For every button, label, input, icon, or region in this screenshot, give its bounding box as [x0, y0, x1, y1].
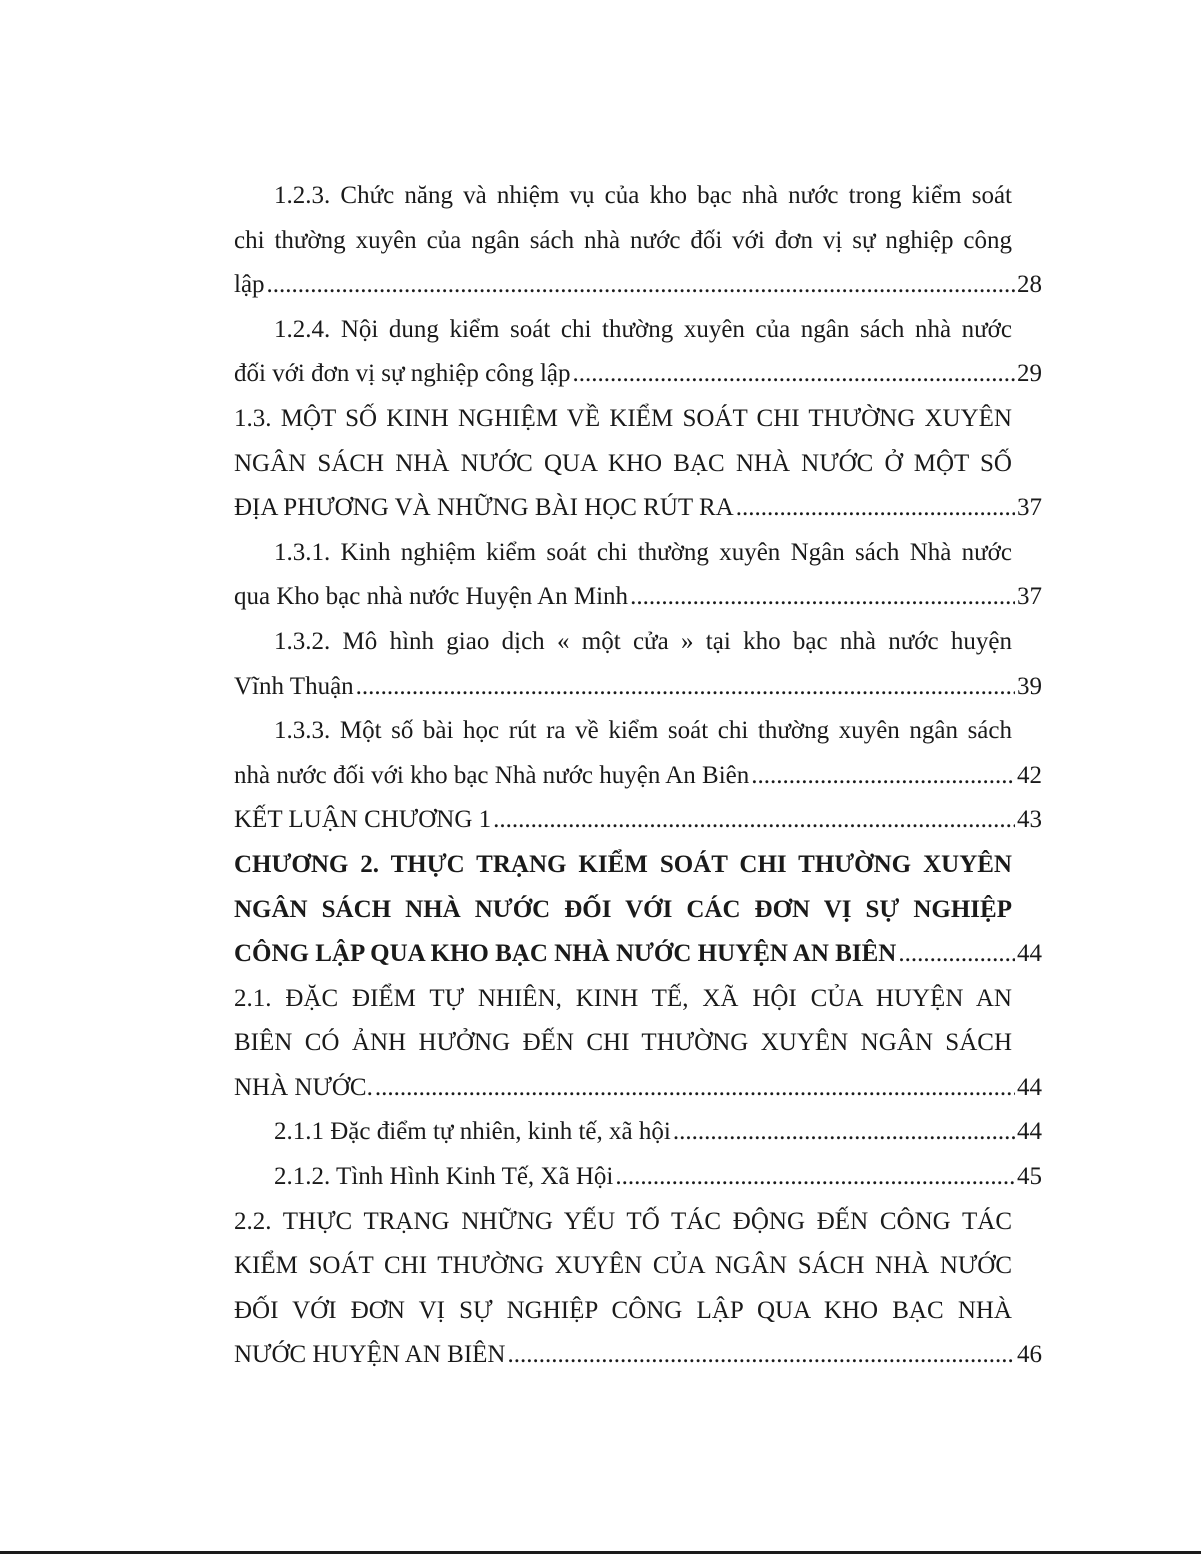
page-number: 44: [1017, 1073, 1042, 1101]
toc-entry-text: 2.1.1 Đặc điểm tự nhiên, kinh tế, xã hội: [274, 1118, 671, 1146]
toc-entry-text: 1.2.3. Chức năng và nhiệm vụ của kho bạc nhà nước trong kiểm soát: [274, 182, 1012, 209]
toc-entry-last-line: [234, 798, 1042, 843]
toc-entry-1-3-1[interactable]: [234, 531, 1042, 620]
toc-entry-text: nhà nước đối với kho bạc Nhà nước huyện An Biên: [234, 761, 750, 789]
dot-leader: [751, 754, 1015, 799]
page-number: 29: [1017, 360, 1042, 388]
toc-entry-text: chi thường xuyên của ngân sách nhà nước đối với đơn vị sự nghiệp công: [234, 226, 1012, 254]
toc-entry-1-2-4[interactable]: [234, 308, 1042, 397]
toc-entry-text: lập: [234, 271, 265, 299]
dot-leader: [898, 932, 1015, 977]
toc-entry-last-line: [234, 1155, 1042, 1200]
dot-leader: [375, 1066, 1015, 1111]
toc-entry-text: NGÂN SÁCH NHÀ NƯỚC QUA KHO BẠC NHÀ NƯỚC Ở MỘT SỐ: [234, 449, 1012, 477]
dot-leader: [493, 798, 1015, 843]
page-number: 46: [1017, 1341, 1042, 1369]
toc-entry-1-3[interactable]: [234, 397, 1042, 531]
page-number: 42: [1017, 761, 1042, 789]
toc-entry-last-line: [234, 932, 1042, 977]
dot-leader: [573, 352, 1016, 397]
toc-entry-text: 1.2.4. Nội dung kiểm soát chi thường xuyên của ngân sách nhà nước: [274, 315, 1012, 343]
toc-entry-last-line: [234, 575, 1042, 620]
dot-leader: [507, 1333, 1015, 1378]
page-number: 43: [1017, 806, 1042, 834]
toc-entry-2-2[interactable]: [234, 1200, 1042, 1378]
toc-entry-text: qua Kho bạc nhà nước Huyện An Minh: [234, 583, 629, 611]
toc-entry-last-line: [234, 1333, 1042, 1378]
toc-entry-text: 1.3. MỘT SỐ KINH NGHIỆM VỀ KIỂM SOÁT CHI THƯỜNG XUYÊN: [234, 404, 1012, 432]
dot-leader: [615, 1155, 1015, 1200]
dot-leader: [630, 575, 1015, 620]
toc-entry-text: CHƯƠNG 2. THỰC TRẠNG KIỂM SOÁT CHI THƯỜNG XUYÊN: [234, 850, 1012, 878]
toc-entry-text: 1.3.2. Mô hình giao dịch « một cửa » tại kho bạc nhà nước huyện: [274, 627, 1012, 655]
dot-leader: [673, 1110, 1015, 1155]
dot-leader: [736, 486, 1015, 531]
dot-leader: [267, 263, 1015, 308]
toc-entry-1-3-2[interactable]: [234, 620, 1042, 709]
page-number: 37: [1017, 494, 1042, 522]
toc-entry-text: 1.3.3. Một số bài học rút ra về kiểm soát chi thường xuyên ngân sách: [274, 717, 1012, 745]
table-of-contents: [234, 174, 1042, 1378]
toc-entry-2-1-1[interactable]: [234, 1110, 1042, 1155]
toc-entry-text: NHÀ NƯỚC.: [234, 1073, 373, 1101]
toc-entry-text: ĐỐI VỚI ĐƠN VỊ SỰ NGHIỆP CÔNG LẬP QUA KHO BẠC NHÀ: [234, 1296, 1012, 1324]
toc-entry-last-line: [234, 665, 1042, 710]
toc-entry-2-1-2[interactable]: [234, 1155, 1042, 1200]
toc-entry-1-3-3[interactable]: [234, 709, 1042, 798]
toc-entry-last-line: [234, 352, 1042, 397]
toc-entry-text: 2.2. THỰC TRẠNG NHỮNG YẾU TỐ TÁC ĐỘNG ĐẾN CÔNG TÁC: [234, 1207, 1012, 1235]
toc-entry-text: đối với đơn vị sự nghiệp công lập: [234, 360, 571, 388]
page-number: 37: [1017, 583, 1042, 611]
toc-entry-2-1[interactable]: [234, 977, 1042, 1111]
toc-entry-conclusion-1[interactable]: [234, 798, 1042, 843]
toc-entry-1-2-3[interactable]: [234, 174, 1042, 308]
toc-entry-chapter-2[interactable]: [234, 843, 1042, 977]
page-number: 39: [1017, 672, 1042, 700]
page-number: 28: [1017, 271, 1042, 299]
toc-entry-text: CÔNG LẬP QUA KHO BẠC NHÀ NƯỚC HUYỆN AN BIÊN: [234, 940, 897, 968]
toc-entry-text: BIÊN CÓ ẢNH HƯỞNG ĐẾN CHI THƯỜNG XUYÊN NGÂN SÁCH: [234, 1029, 1012, 1057]
dot-leader: [356, 665, 1015, 710]
toc-entry-text: Vĩnh Thuận: [234, 672, 354, 700]
toc-entry-text: KẾT LUẬN CHƯƠNG 1: [234, 806, 492, 834]
toc-entry-last-line: [234, 263, 1042, 308]
toc-entry-last-line: [234, 1110, 1042, 1155]
toc-entry-text: 2.1. ĐẶC ĐIỂM TỰ NHIÊN, KINH TẾ, XÃ HỘI CỦA HUYỆN AN: [234, 984, 1012, 1012]
toc-entry-text: 1.3.1. Kinh nghiệm kiểm soát chi thường xuyên Ngân sách Nhà nước: [274, 538, 1012, 566]
toc-entry-last-line: [234, 1066, 1042, 1111]
page-number: 45: [1017, 1163, 1042, 1191]
toc-entry-text: 2.1.2. Tình Hình Kinh Tế, Xã Hội: [274, 1163, 614, 1191]
toc-entry-text: NGÂN SÁCH NHÀ NƯỚC ĐỐI VỚI CÁC ĐƠN VỊ SỰ NGHIỆP: [234, 895, 1012, 923]
page-number: 44: [1017, 940, 1042, 968]
toc-entry-text: KIỂM SOÁT CHI THƯỜNG XUYÊN CỦA NGÂN SÁCH NHÀ NƯỚC: [234, 1252, 1012, 1280]
page-number: 44: [1017, 1118, 1042, 1146]
toc-entry-last-line: [234, 486, 1042, 531]
toc-entry-last-line: [234, 754, 1042, 799]
toc-entry-text: NƯỚC HUYỆN AN BIÊN: [234, 1341, 506, 1369]
toc-entry-text: ĐỊA PHƯƠNG VÀ NHỮNG BÀI HỌC RÚT RA: [234, 494, 734, 522]
